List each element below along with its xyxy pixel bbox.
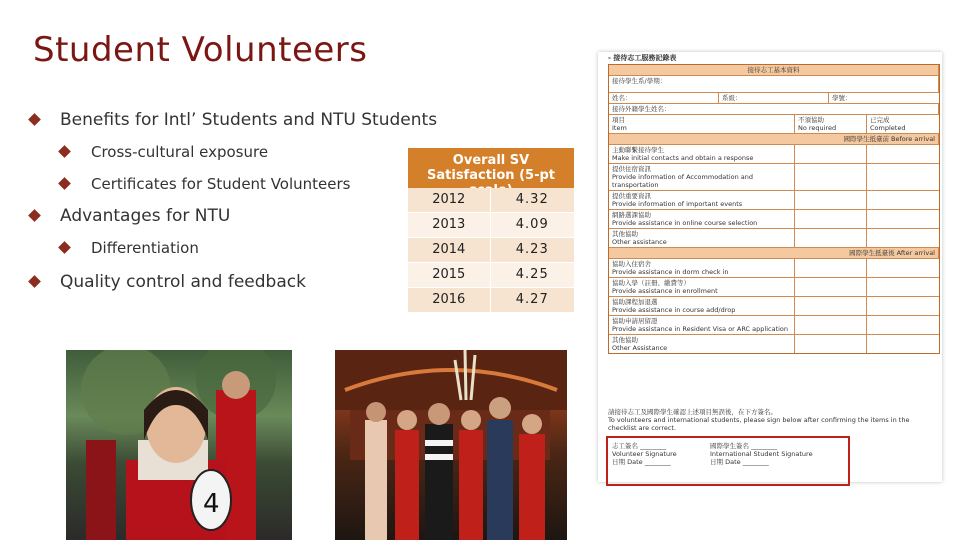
item-en: Provide assistance in enrollment	[612, 287, 718, 295]
year-cell: 2016	[408, 288, 491, 312]
item-zh: 提供住宿資訊	[612, 165, 651, 173]
cultural-event-illustration	[335, 350, 567, 540]
item-zh: 協助申請居留證	[612, 317, 658, 325]
bullet-text: Cross-cultural exposure	[91, 143, 269, 161]
checklist-row	[609, 335, 939, 353]
sig-intl-zh: 國際學生簽名	[710, 442, 749, 450]
completed-checkbox[interactable]	[867, 278, 939, 296]
form-row	[609, 93, 939, 104]
col-done-zh: 已完成	[870, 116, 890, 124]
completed-checkbox[interactable]	[867, 210, 939, 228]
form-grid	[608, 64, 940, 354]
bullet-text: Differentiation	[91, 239, 199, 257]
table-row	[408, 288, 574, 313]
field-id: 學號：	[832, 94, 852, 102]
item-zh: 協助課程加退選	[612, 298, 658, 306]
field-school: 接待學生系/學期：	[609, 76, 939, 92]
cultural-event-photo	[335, 350, 567, 540]
checklist-row	[609, 191, 939, 210]
form-section-header	[609, 134, 939, 145]
col-completed	[867, 115, 939, 133]
year-cell: 2013	[408, 213, 491, 237]
diamond-bullet-icon	[58, 241, 71, 254]
checklist-row	[609, 145, 939, 164]
sign-note-en: To volunteers and international students, please sign below after confirming the items in the checklist are correct.	[608, 416, 910, 432]
completed-checkbox[interactable]	[867, 297, 939, 315]
col-done-en: Completed	[870, 124, 906, 132]
table-row	[408, 213, 574, 238]
col-item	[609, 115, 795, 133]
checklist-row	[609, 210, 939, 229]
col-not-required	[795, 115, 867, 133]
col-notreq-zh: 不須協助	[798, 116, 824, 124]
table-row	[408, 188, 574, 213]
item-cell	[609, 210, 795, 228]
not-required-checkbox[interactable]	[795, 164, 867, 190]
form-row	[609, 76, 939, 93]
year-cell: 2012	[408, 188, 491, 212]
score-cell: 4.32	[491, 188, 575, 212]
item-en: Provide assistance in Resident Visa or ARC application	[612, 325, 789, 333]
not-required-checkbox[interactable]	[795, 229, 867, 247]
item-zh: 提供重要資訊	[612, 192, 651, 200]
field-intl: 接待外籍學生姓名：	[609, 104, 939, 114]
item-zh: 其他協助	[612, 230, 638, 238]
item-cell	[609, 229, 795, 247]
item-cell	[609, 145, 795, 163]
score-cell: 4.25	[491, 263, 575, 287]
checklist-row	[609, 297, 939, 316]
year-cell: 2014	[408, 238, 491, 262]
item-cell	[609, 297, 795, 315]
sig-volunteer-en: Volunteer Signature	[612, 450, 677, 458]
sig-volunteer-zh: 志工簽名	[612, 442, 638, 450]
diamond-bullet-icon	[28, 209, 41, 222]
volunteer-signature: 志工簽名 ________ Volunteer Signature 日期 Date ________	[612, 442, 722, 466]
table-row	[408, 263, 574, 288]
sign-note-zh: 請接待志工及國際學生確認上述項目無誤後，在下方簽名。	[608, 408, 777, 416]
volunteer-record-form	[598, 52, 942, 482]
item-en: Other assistance	[612, 238, 667, 246]
not-required-checkbox[interactable]	[795, 278, 867, 296]
item-zh: 網路選課協助	[612, 211, 651, 219]
section-after: 國際學生抵臺後 After arrival	[609, 248, 939, 258]
intl-student-signature: 國際學生簽名 ________ International Student Signature 日期 Date ________	[710, 442, 840, 466]
checklist-row	[609, 316, 939, 335]
form-row	[609, 104, 939, 115]
satisfaction-table	[408, 148, 574, 313]
bullet-text: Quality control and feedback	[60, 272, 306, 292]
not-required-checkbox[interactable]	[795, 297, 867, 315]
year-cell: 2015	[408, 263, 491, 287]
item-en: Provide information of Accommodation and transportation	[612, 173, 754, 189]
form-title: - 接待志工服務記錄表	[608, 54, 677, 62]
date-en: Date	[725, 458, 741, 466]
date-zh: 日期	[612, 458, 625, 466]
checklist-row	[609, 259, 939, 278]
item-cell	[609, 335, 795, 353]
table-header: Overall SV Satisfaction (5-pt	[408, 148, 574, 188]
diamond-bullet-icon	[28, 275, 41, 288]
form-section-header	[609, 65, 939, 76]
item-en: Other Assistance	[612, 344, 668, 352]
volunteer-photo-illustration	[66, 350, 292, 540]
date-en: Date	[627, 458, 643, 466]
slide-title: Student Volunteers	[33, 30, 368, 70]
item-cell	[609, 316, 795, 334]
completed-checkbox[interactable]	[867, 164, 939, 190]
diamond-bullet-icon	[58, 145, 71, 158]
completed-checkbox[interactable]	[867, 259, 939, 277]
svg-text:4: 4	[203, 489, 220, 519]
not-required-checkbox[interactable]	[795, 191, 867, 209]
not-required-checkbox[interactable]	[795, 335, 867, 353]
form-section-header	[609, 248, 939, 259]
bullet-text: Certificates for Student Volunteers	[91, 175, 351, 193]
section-basic: 接待志工基本資料	[609, 65, 939, 75]
not-required-checkbox[interactable]	[795, 210, 867, 228]
item-cell	[609, 278, 795, 296]
score-cell: 4.23	[491, 238, 575, 262]
diamond-bullet-icon	[58, 177, 71, 190]
score-cell: 4.27	[491, 288, 575, 312]
completed-checkbox[interactable]	[867, 191, 939, 209]
date-zh: 日期	[710, 458, 723, 466]
sign-instruction	[608, 408, 938, 432]
col-notreq-en: No required	[798, 124, 837, 132]
item-en: Provide assistance in online course selection	[612, 219, 758, 227]
col-item-en: Item	[612, 124, 627, 132]
item-en: Provide assistance in course add/drop	[612, 306, 736, 314]
completed-checkbox[interactable]	[867, 316, 939, 334]
bullet-text: Advantages for NTU	[60, 206, 231, 226]
completed-checkbox[interactable]	[867, 335, 939, 353]
checklist-row	[609, 229, 939, 248]
volunteer-photo	[66, 350, 292, 540]
checklist-row	[609, 164, 939, 191]
item-cell	[609, 259, 795, 277]
item-zh: 協助入住宿舍	[612, 260, 651, 268]
form-column-headers	[609, 115, 939, 134]
item-en: Provide information of important events	[612, 200, 743, 208]
not-required-checkbox[interactable]	[795, 259, 867, 277]
item-en: Provide assistance in dorm check in	[612, 268, 729, 276]
completed-checkbox[interactable]	[867, 229, 939, 247]
completed-checkbox[interactable]	[867, 145, 939, 163]
diamond-bullet-icon	[28, 113, 41, 126]
field-dept: 系級：	[719, 93, 829, 103]
not-required-checkbox[interactable]	[795, 316, 867, 334]
score-cell: 4.09	[491, 213, 575, 237]
not-required-checkbox[interactable]	[795, 145, 867, 163]
item-zh: 協助入學（註冊、繳費等）	[612, 279, 690, 287]
sig-intl-en: International Student Signature	[710, 450, 813, 458]
item-cell	[609, 164, 795, 190]
item-cell	[609, 191, 795, 209]
section-before: 國際學生抵臺前 Before arrival	[609, 134, 939, 144]
checklist-row	[609, 278, 939, 297]
field-name: 姓名：	[609, 93, 719, 103]
item-en: Make initial contacts and obtain a response	[612, 154, 754, 162]
table-row	[408, 238, 574, 263]
signature-box	[606, 436, 850, 486]
bullet-text: Benefits for Intl’ Students and NTU Students	[60, 110, 438, 130]
col-item-zh: 項目	[612, 116, 625, 124]
item-zh: 其他協助	[612, 336, 638, 344]
item-zh: 主動聯繫接待學生	[612, 146, 664, 154]
